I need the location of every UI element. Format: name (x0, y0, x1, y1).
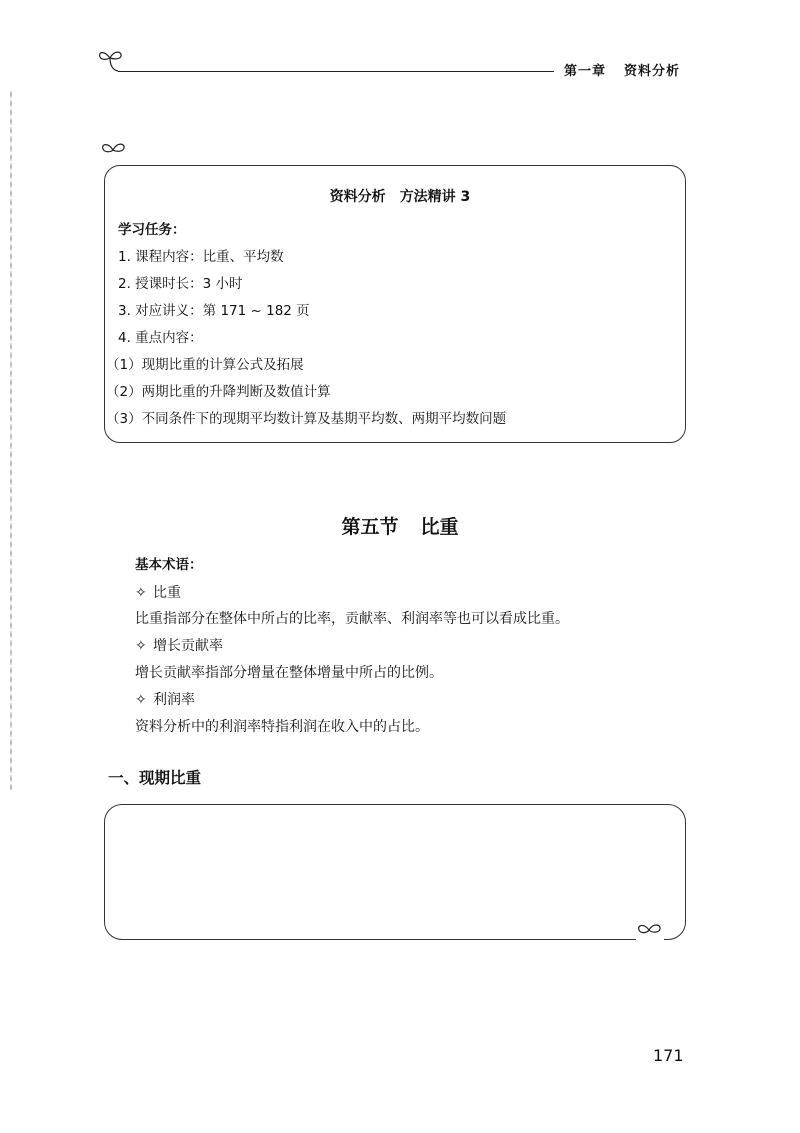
lecture-title-main: 资料分析 (329, 189, 386, 205)
diamond-bullet-icon: ✧ (135, 638, 147, 654)
term-definition: 资料分析中的利润率特指利润在收入中的占比。 (135, 719, 429, 735)
diamond-bullet-icon: ✧ (135, 585, 147, 601)
sprout-icon (636, 920, 664, 940)
key-point: （2）两期比重的升降判断及数值计算 (106, 384, 331, 400)
lecture-title (0, 186, 800, 206)
term-name-row (135, 635, 223, 655)
task-item: 4. 重点内容： (118, 330, 203, 346)
key-point: （1）现期比重的计算公式及拓展 (106, 357, 304, 373)
term-name: 利润率 (153, 692, 195, 708)
chapter-label: 第一章 (564, 64, 607, 79)
section-number: 第五节 (341, 516, 399, 538)
header-rule (118, 71, 554, 72)
term-name: 增长贡献率 (153, 638, 223, 654)
term-name: 比重 (153, 585, 181, 601)
subsection-title: 一、现期比重 (108, 769, 202, 787)
page-number: 171 (653, 1046, 684, 1065)
task-item: 2. 授课时长：3 小时 (118, 276, 243, 292)
lecture-title-sub: 方法精讲 3 (399, 189, 471, 205)
term-name-row (135, 582, 181, 602)
key-point: （3）不同条件下的现期平均数计算及基期平均数、两期平均数问题 (106, 411, 507, 427)
term-definition: 比重指部分在整体中所占的比率，贡献率、利润率等也可以看成比重。 (135, 611, 569, 627)
sprout-icon (100, 138, 128, 158)
terms-heading: 基本术语： (135, 557, 203, 573)
task-heading: 学习任务： (118, 222, 186, 238)
notes-box (104, 804, 686, 940)
section-title (0, 512, 800, 539)
running-header (564, 60, 680, 79)
task-item: 1. 课程内容：比重、平均数 (118, 249, 284, 265)
term-name-row (135, 689, 195, 709)
term-definition: 增长贡献率指部分增量在整体增量中所占的比例。 (135, 665, 443, 681)
diamond-bullet-icon: ✧ (135, 692, 147, 708)
section-label: 资料分析 (624, 64, 681, 79)
section-name: 比重 (420, 516, 459, 538)
task-item: 3. 对应讲义：第 171 ~ 182 页 (118, 303, 310, 319)
